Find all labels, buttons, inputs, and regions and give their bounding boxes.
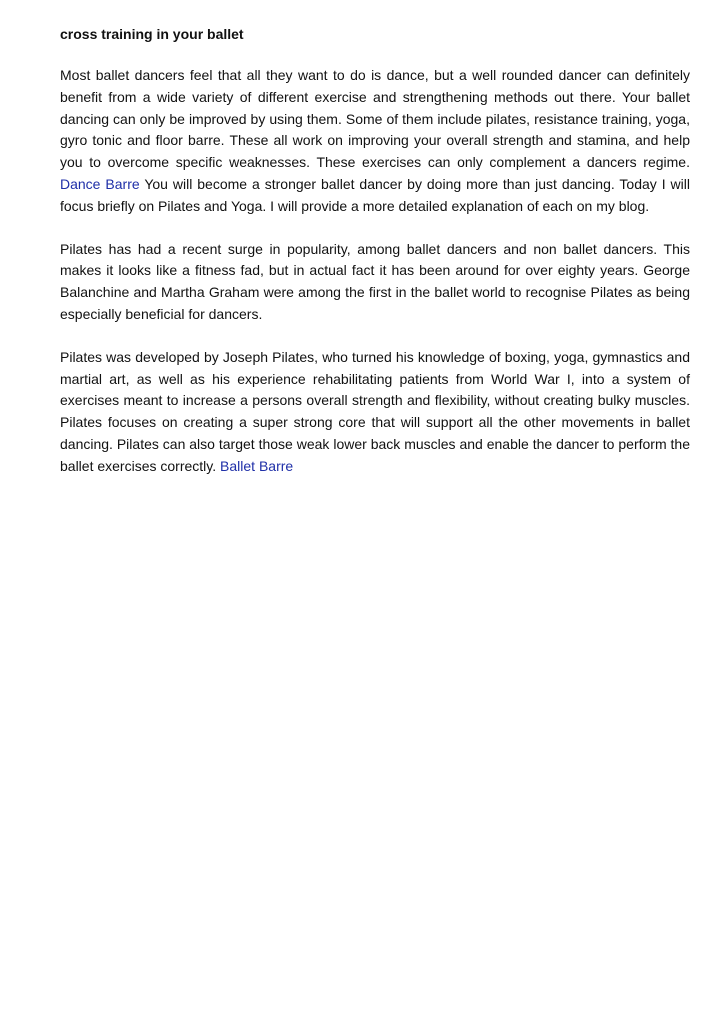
dance-barre-link[interactable]: Dance Barre (60, 175, 140, 192)
paragraph-pilates-history-text: Pilates was developed by Joseph Pilates, who turned his knowledge of boxing, yoga, gymnastics and martial art, as well as his experience rehabilitating patients from World War I, into a system of exercises meant to increase a persons overall strength and flexibility, without creating bulky muscles. Pilates focuses on creating a super strong core that will support all the other movements in ballet dancing. Pilates can also target those weak lower back muscles and enable the dancer to perform the ballet exercises correctly. (60, 348, 690, 474)
paragraph-intro-text: Most ballet dancers feel that all they want to do is dance, but a well rounded dancer can definitely benefit from a wide variety of different exercise and strengthening methods out there. Your ballet dancing can only be improved by using them. Some of them include pilates, resistance training, yoga, gyro tonic and floor barre. These all work on improving your overall strength and stamina, and help you to overcome specific weaknesses. These exercises can only complement a dancers regime. (60, 67, 690, 171)
ballet-barre-link[interactable]: Ballet Barre (220, 457, 294, 474)
document-page (60, 23, 690, 499)
paragraph-intro-text-continued: You will become a stronger ballet dancer by doing more than just dancing. Today I will focus briefly on Pilates and Yoga. I will provide a more detailed explanation of each on my blog. (60, 175, 690, 214)
paragraph-intro (60, 65, 690, 218)
paragraph-pilates-popularity (60, 239, 690, 326)
paragraph-pilates-popularity-text: Pilates has had a recent surge in popularity, among ballet dancers and non ballet dancers. This makes it looks like a fitness fad, but in actual fact it has been around for over eighty years. George Balanchine and Martha Graham were among the first in the ballet world to recognise Pilates as being especially beneficial for dancers. (60, 240, 690, 322)
paragraph-pilates-history (60, 347, 690, 478)
document-title: cross training in your ballet (60, 26, 244, 42)
